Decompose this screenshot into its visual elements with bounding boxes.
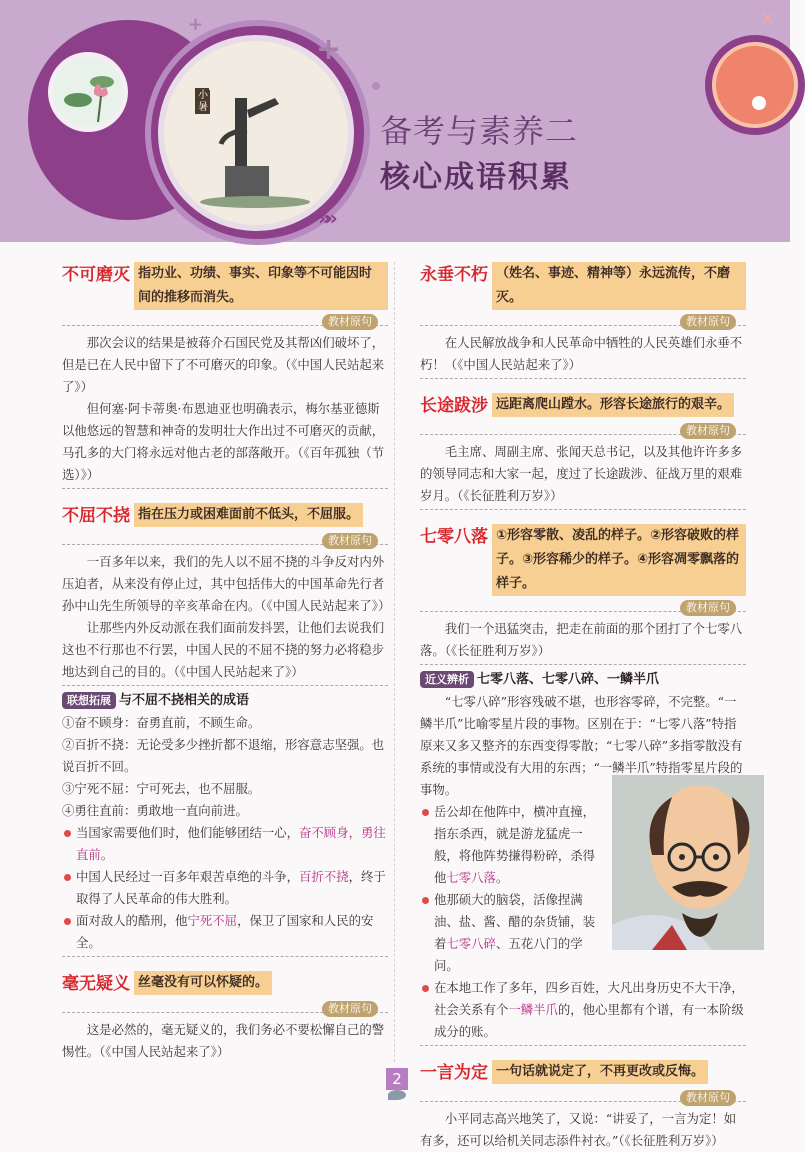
example-bullet: 面对敌人的酷刑，他宁死不屈，保卫了国家和人民的安全。	[62, 910, 388, 954]
idiom-term: 不可磨灭	[62, 265, 130, 285]
association-section	[62, 690, 388, 957]
association-item: ①奋不顾身：奋勇直前，不顾生命。	[62, 715, 261, 730]
example-paragraph: 一百多年以来，我们的先人以不屈不挠的斗争反对内外压迫者，从来没有停止过，其中包括伟大的中国革命先行者孙中山先生所领导的辛亥革命在内。（《中国人民站起来了》）	[62, 554, 391, 613]
left-column	[62, 262, 391, 1063]
column-divider	[394, 262, 395, 1062]
cartoon-scholar-illustration	[612, 775, 764, 950]
right-column	[420, 262, 746, 1152]
x-mark-icon: ×	[760, 8, 776, 29]
deco-dot	[752, 96, 766, 110]
association-title: 与不屈不挠相关的成语	[119, 693, 250, 708]
entry-buke-modmie	[62, 262, 388, 489]
idiom-definition: 指功业、功绩、事实、印象等不可能因时间的推移而消失。	[134, 262, 388, 310]
entry-haowu-yiyi	[62, 971, 388, 1063]
idiom-definition: （姓名、事迹、精神等）永远流传，不磨灭。	[492, 262, 746, 310]
idiom-definition: 指在压力或困难面前不低头，不屈服。	[134, 503, 363, 527]
example-paragraph: 那次会议的结果是被蒋介石国民党及其帮凶们破坏了，但是已在人民中留下了不可磨灭的印象。（《中国人民站起来了》）	[62, 335, 385, 394]
association-item: ②百折不挠：无论受多少挫折都不退缩，形容意志坚强。也说百折不回。	[62, 737, 385, 774]
source-badge: 教材原句	[322, 1001, 378, 1017]
entry-buqu-bunao	[62, 503, 391, 686]
association-item: ③宁死不屈：宁可死去，也不屈服。	[62, 781, 261, 796]
association-tag: 联想拓展	[62, 692, 116, 709]
idiom-term: 不屈不挠	[62, 506, 130, 526]
example-bullet: 中国人民经过一百多年艰苦卓绝的斗争，百折不挠，终于取得了人民革命的伟大胜利。	[62, 866, 388, 910]
entry-yongchui-buxiu	[420, 262, 746, 379]
source-badge: 教材原句	[680, 423, 736, 439]
header-banner	[0, 0, 790, 242]
source-badge: 教材原句	[680, 314, 736, 330]
example-paragraph: 让那些内外反动派在我们面前发抖罢，让他们去说我们这也不行那也不行罢，中国人民的不屈不挠的努力必将稳步地达到自己的目的。（《中国人民站起来了》）	[62, 620, 385, 679]
idiom-definition: 远距离爬山蹚水。形容长途旅行的艰辛。	[492, 393, 734, 417]
example-paragraph: 这是必然的，毫无疑义的，我们务必不要松懈自己的警惕性。（《中国人民站起来了》）	[62, 1022, 385, 1059]
title-line-2: 核心成语积累	[380, 160, 572, 195]
example-bullet: 他那硕大的脑袋，活像捏满油、盐、酱、醋的杂货铺，装着七零八碎、五花八门的学问。	[420, 889, 606, 977]
idiom-term: 毫无疑义	[62, 974, 130, 994]
source-badge: 教材原句	[680, 1090, 736, 1106]
idiom-definition: 一句话就说定了，不再更改或反悔。	[492, 1060, 708, 1084]
example-paragraph: 毛主席、周副主席、张闻天总书记，以及其他许许多多的领导同志和大家一起，度过了长途跋涉、征战万里的艰难岁月。（《长征胜利万岁》）	[420, 444, 743, 503]
example-bullet: 岳公却在他阵中，横冲直撞，指东杀西，就是游龙猛虎一般，将他阵势搛得粉碎，杀得他七零八落。	[420, 801, 606, 889]
season-badge: 小暑	[198, 90, 208, 113]
entry-yiyan-weiding	[420, 1060, 746, 1152]
example-paragraph: 在人民解放战争和人民革命中牺牲的人民英雄们永垂不朽！（《中国人民站起来了》）	[420, 335, 743, 372]
source-badge: 教材原句	[322, 314, 378, 330]
title-line-1: 备考与素养二	[380, 112, 579, 150]
plus-icon-small: +	[188, 14, 204, 35]
example-paragraph: 小平同志高兴地笑了，又说：“讲妥了，一言为定！如有多，还可以给机关同志添件衬衣。”（《长征胜利万岁》）	[420, 1111, 737, 1148]
near-synonym-text: “七零八碎”形容残破不堪，也形容零碎，不完整。“一鳞半爪”比喻零星片段的事物。区别在于：“七零八落”特指原来又多又整齐的东西变得零散；“七零八碎”多指零散没有系统的事情或没有大用的东西；“一鳞半爪”特指零星片段的事物。	[420, 694, 743, 797]
near-synonym-title: 七零八落、七零八碎、一鳞半爪	[477, 672, 660, 687]
entry-qiling-baluo	[420, 524, 746, 665]
source-badge: 教材原句	[322, 533, 378, 549]
scholar-face-icon	[612, 775, 764, 950]
idiom-definition: 丝毫没有可以怀疑的。	[134, 971, 272, 995]
chevron-deco-icon: »»	[318, 206, 332, 230]
deco-dot-small	[372, 82, 380, 90]
near-synonym-tag: 近义辨析	[420, 671, 474, 688]
idiom-definition: ①形容零散、凌乱的样子。②形容破败的样子。③形容稀少的样子。④形容凋零飘落的样子。	[492, 524, 746, 596]
example-bullet: 在本地工作了多年，四乡百姓，大凡出身历史不大干净，社会关系有个一鳞半爪的，他心里都有个谱，有一本阶级成分的账。	[420, 977, 746, 1043]
idiom-term: 七零八落	[420, 527, 488, 547]
example-bullet: 当国家需要他们时，他们能够团结一心，奋不顾身，勇往直前。	[62, 822, 388, 866]
idiom-term: 一言为定	[420, 1063, 488, 1083]
association-item: ④勇往直前：勇敢地一直向前进。	[62, 803, 248, 818]
lotus-icon	[58, 60, 122, 126]
page-number: 2	[386, 1068, 408, 1090]
example-paragraph: 我们一个迅猛突击，把走在前面的那个团打了个七零八落。（《长征胜利万岁》）	[420, 621, 743, 658]
source-badge: 教材原句	[680, 600, 736, 616]
deco-circle-orange	[712, 42, 798, 128]
bird-deco-icon	[388, 1090, 406, 1100]
idiom-term: 永垂不朽	[420, 265, 488, 285]
idiom-term: 长途跋涉	[420, 396, 488, 416]
example-paragraph: 但何塞·阿卡蒂奥·布恩迪亚也明确表示，梅尔基亚德斯以他悠远的智慧和神奇的发明壮大作出过不可磨灭的贡献，马孔多的大门将永远对他古老的部落敞开。（《百年孤独（节选）》）	[62, 401, 385, 482]
entry-changtu-bashe	[420, 393, 746, 510]
plus-icon: +	[316, 32, 342, 67]
water-pump-icon	[195, 70, 315, 210]
